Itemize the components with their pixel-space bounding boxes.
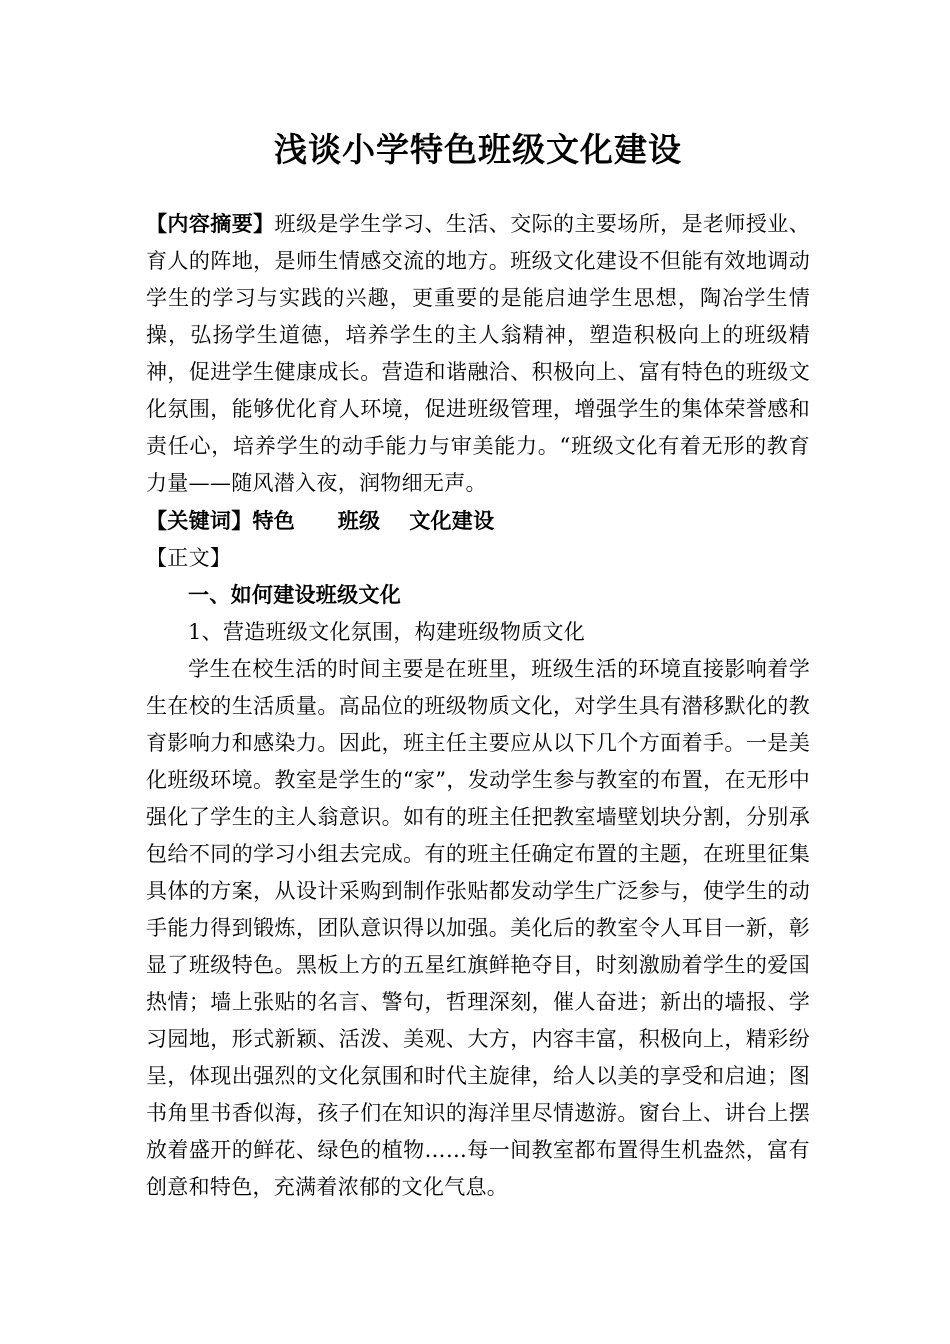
body-paragraph: 学生在校生活的时间主要是在班里，班级生活的环境直接影响着学生在校的生活质量。高品位的班级物质文化，对学生具有潜移默化的教育影响力和感染力。因此，班主任主要应从以下几个方面着手。一是美化班级环境。教室是学生的“家”，发动学生参与教室的布置，在无形中强化了学生的主人翁意识。如有的班主任把教室墙壁划块分割，分别承包给不同的学习小组去完成。有的班主任确定布置的主题，在班里征集具体的方案，从设计采购到制作张贴都发动学生广泛参与，使学生的动手能力得到锻炼，团队意识得以加强。美化后的教室令人耳目一新，彰显了班级特色。黑板上方的五星红旗鲜艳夺目，时刻激励着学生的爱国热情；墙上张贴的名言、警句，哲理深刻，催人奋进；新出的墙报、学习园地，形式新颖、活泼、美观、大方，内容丰富，积极向上，精彩纷呈，体现出强烈的文化氛围和时代主旋律，给人以美的享受和启迪；图书角里书香似海，孩子们在知识的海洋里尽情遨游。窗台上、讲台上摆放着盛开的鲜花、绿色的植物……每一间教室都布置得生机盎然，富有创意和特色，充满着浓郁的文化气息。 bbox=[146, 657, 810, 1199]
keywords-label: 【关键词】 bbox=[146, 509, 253, 533]
abstract-label: 【内容摘要】 bbox=[146, 212, 275, 236]
body-label: 【正文】 bbox=[146, 546, 232, 570]
abstract-text: 班级是学生学习、生活、交际的主要场所，是老师授业、育人的阵地，是师生情感交流的地方。班级文化建设不但能有效地调动学生的学习与实践的兴趣，更重要的是能启迪学生思想，陶冶学生情操，弘扬学生道德，培养学生的主人翁精神，塑造积极向上的班级精神，促进学生健康成长。营造和谐融洽、积极向上、富有特色的班级文化氛围，能够优化育人环境，促进班级管理，增强学生的集体荣誉感和责任心，培养学生的动手能力与审美能力。“班级文化有着无形的教育力量——随风潜入夜，润物细无声。 bbox=[146, 212, 810, 495]
section-heading: 一、如何建设班级文化 bbox=[188, 583, 401, 607]
document-title: 浅谈小学特色班级文化建设 bbox=[274, 130, 682, 169]
keywords-line bbox=[146, 503, 494, 540]
keywords-text: 特色 班级 文化建设 bbox=[252, 509, 495, 533]
abstract-paragraph bbox=[146, 206, 810, 502]
section-subheading: 1、营造班级文化氛围，构建班级物质文化 bbox=[188, 620, 586, 644]
